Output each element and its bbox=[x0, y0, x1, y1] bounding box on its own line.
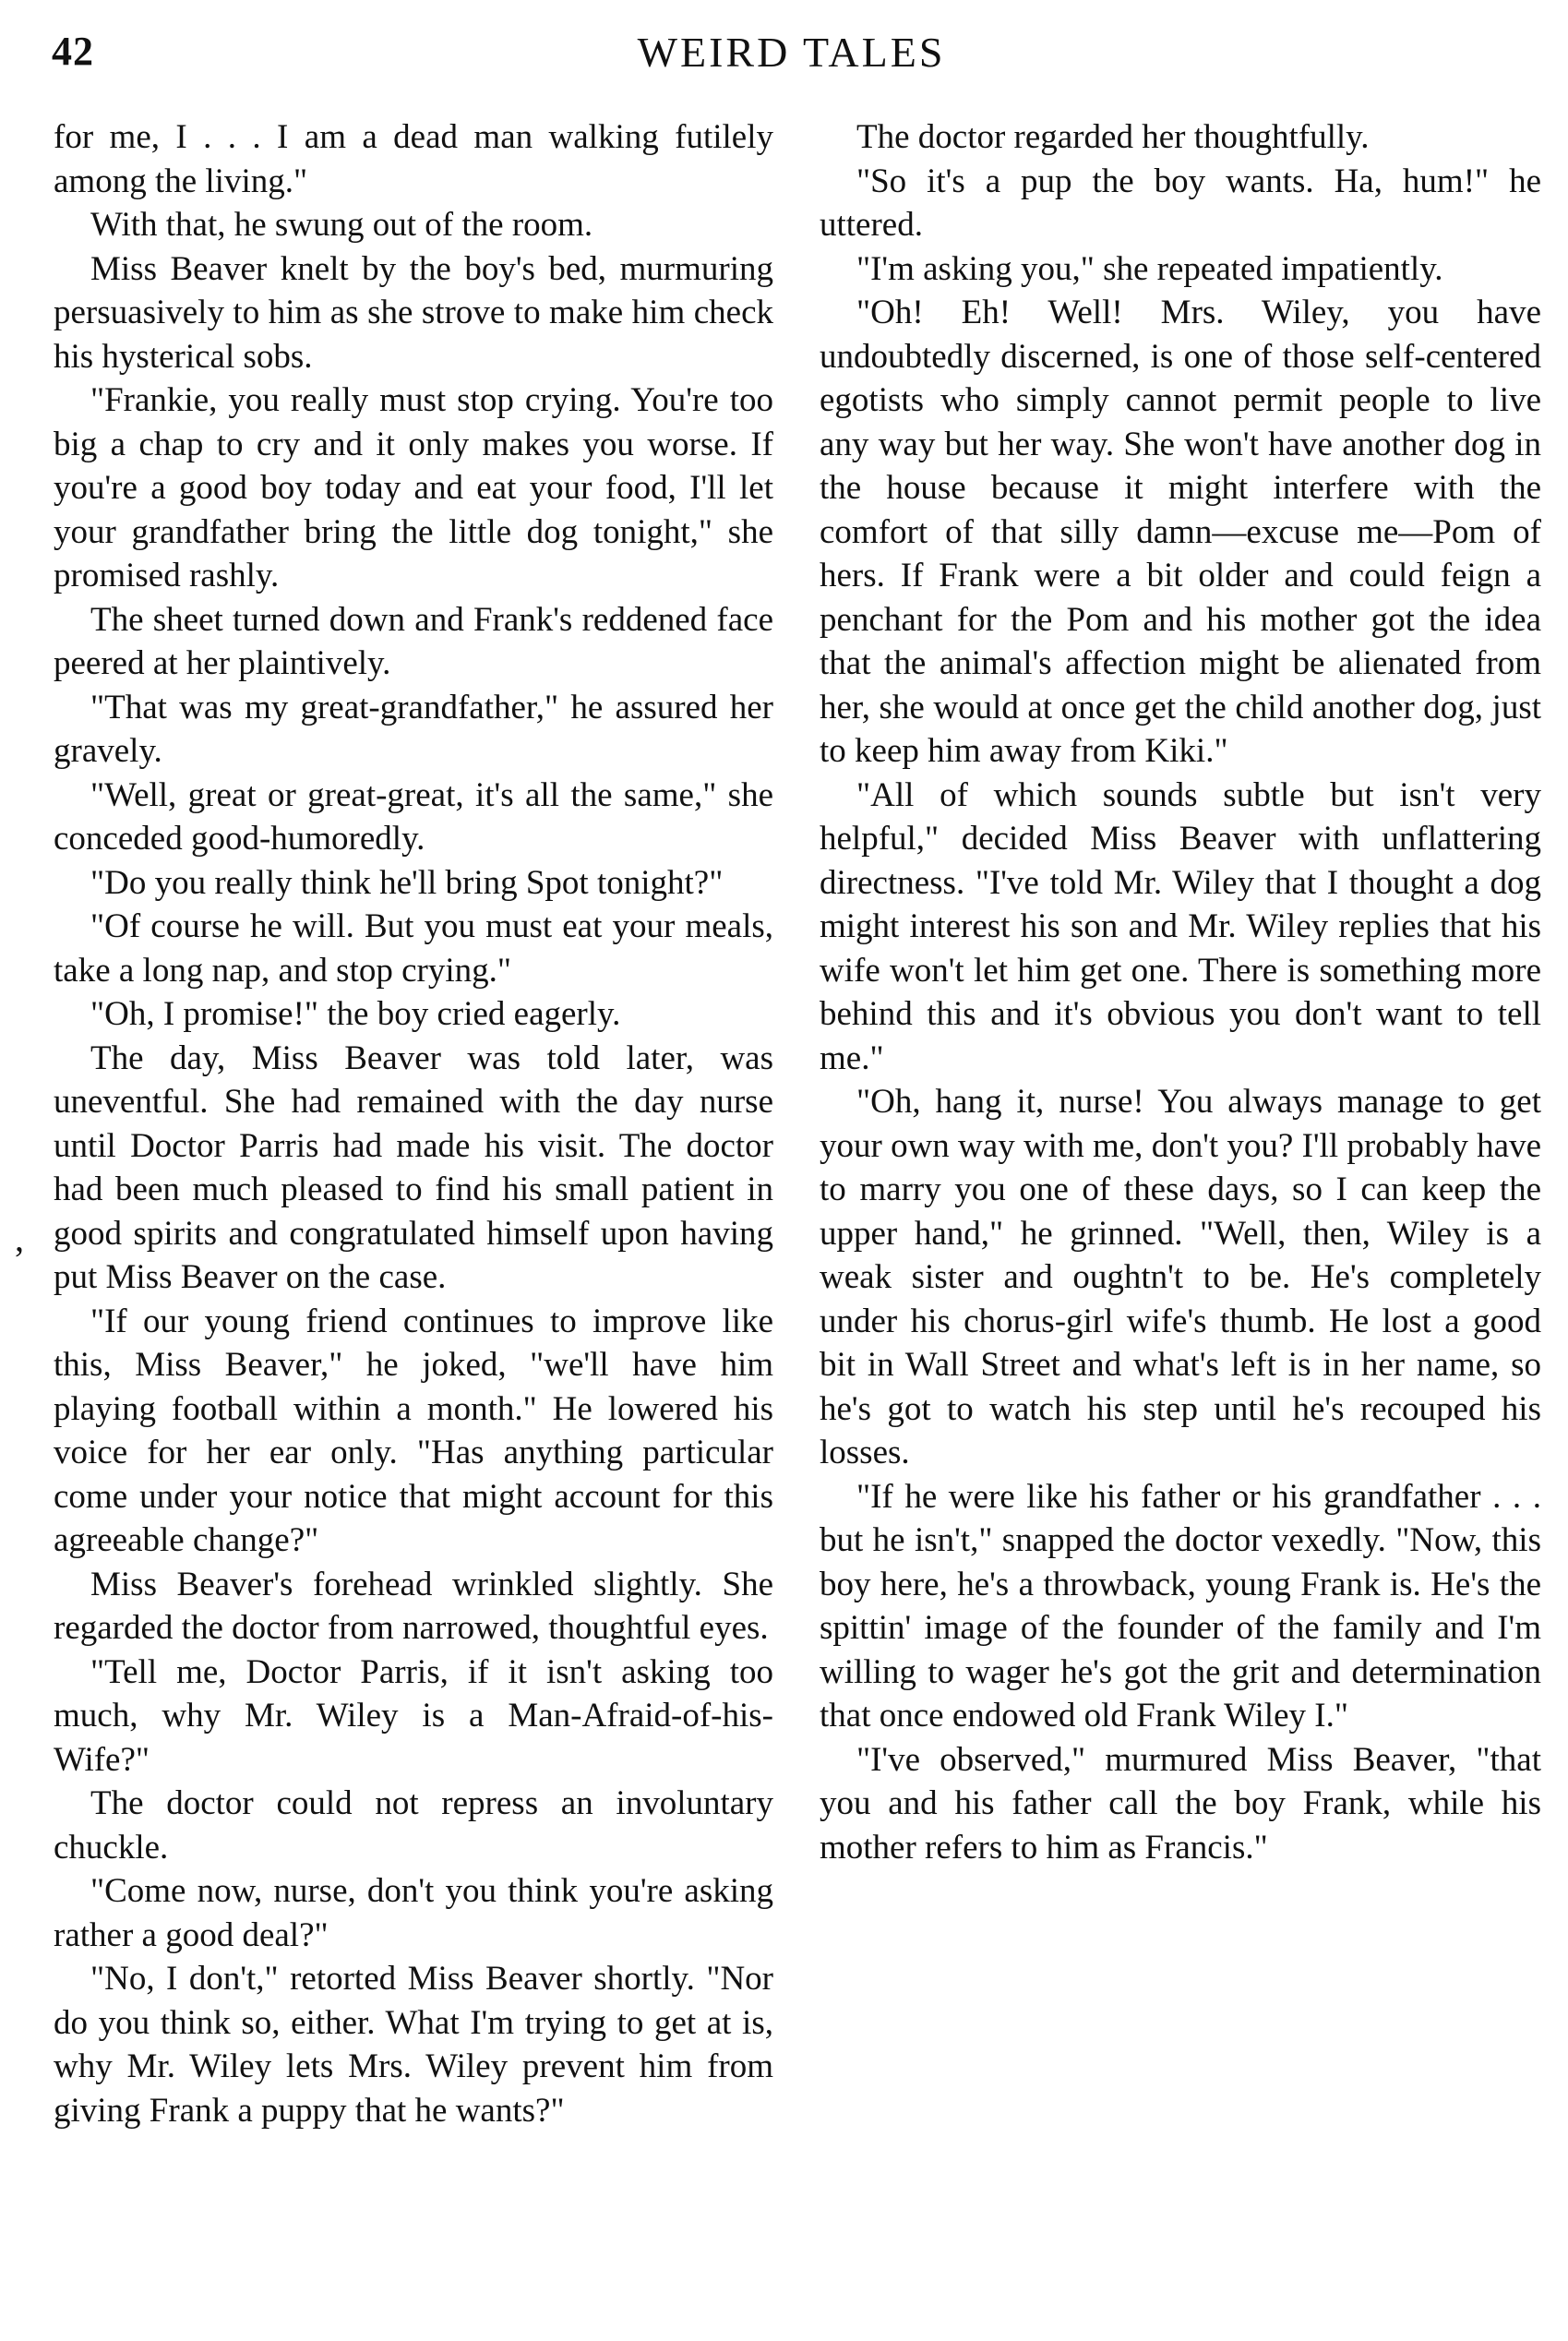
paragraph: "Tell me, Doctor Parris, if it isn't asking too much, why Mr. Wiley is a Man-Afraid-of-his-Wife?" bbox=[54, 1652, 773, 1779]
paragraph: "If our young friend continues to improve like this, Miss Beaver," he joked, "we'll have him playing football within a month." He lowered his voice for her ear only. "Has anything particular come under your notice that might account for this agreeable change?" bbox=[54, 1302, 773, 1559]
running-title: WEIRD TALES bbox=[637, 29, 946, 76]
paragraph: "No, I don't," retorted Miss Beaver shortly. "Nor do you think so, either. What I'm trying to get at is, why Mr. Wiley lets Mrs. Wiley prevent him from giving Frank a puppy that he wants?" bbox=[54, 1960, 773, 2130]
paragraph: The doctor regarded her thoughtfully. bbox=[856, 118, 1370, 156]
paragraph: "I've observed," murmured Miss Beaver, "that you and his father call the boy Frank, while his mother refers to him as Francis." bbox=[820, 1740, 1541, 1867]
paragraph: "Oh, I promise!" the boy cried eagerly. bbox=[90, 995, 621, 1033]
paragraph: "I'm asking you," she repeated impatiently. bbox=[856, 249, 1443, 288]
paragraph: "Oh, hang it, nurse! You always manage to get your own way with me, don't you? I'll probably have to marry you one of these days, so I can keep the upper hand," he grinned. "Well, then, Wiley is a weak sister and oughtn't to be. He's completely under his chorus-girl wife's thumb. He lost a good bit in Wall Street and what's left is in her name, so he's got to watch his step until he's recouped his losses. bbox=[820, 1083, 1541, 1471]
paragraph: "That was my great-grandfather," he assured her gravely. bbox=[54, 688, 773, 770]
paragraph: The day, Miss Beaver was told later, was uneventful. She had remained with the day nurse until Doctor Parris had made his visit. The doctor had been much pleased to find his small patient in good spirits and congratulated himself upon having put Miss Beaver on the case. bbox=[54, 1038, 773, 1296]
right-column bbox=[820, 115, 1541, 1869]
page-number: 42 bbox=[52, 29, 94, 74]
left-column bbox=[54, 115, 773, 2132]
paragraph: "Oh! Eh! Well! Mrs. Wiley, you have undoubtedly discerned, is one of those self-centered egotists who simply cannot permit people to live any way but her way. She won't have another dog in the house because it might interfere with the comfort of that silly damn—excuse me—Pom of hers. If Frank were a bit older and could feign a penchant for the Pom and his mother got the idea that the animal's affection might be alienated from her, she would at once get the child another dog, just to keep him away from Kiki." bbox=[820, 294, 1541, 770]
paragraph: The sheet turned down and Frank's reddened face peered at her plaintively. bbox=[54, 600, 773, 682]
paragraph: Miss Beaver's forehead wrinkled slightly. She regarded the doctor from narrowed, thoughtful eyes. bbox=[54, 1565, 773, 1647]
paragraph: The doctor could not repress an involuntary chuckle. bbox=[54, 1784, 773, 1867]
paragraph: "Come now, nurse, don't you think you're asking rather a good deal?" bbox=[54, 1872, 773, 1954]
paragraph: Miss Beaver knelt by the boy's bed, murmuring persuasively to him as she strove to make him check his hysterical sobs. bbox=[54, 249, 773, 376]
paragraph: "So it's a pup the boy wants. Ha, hum!" he uttered. bbox=[820, 162, 1541, 244]
paragraph: "Well, great or great-great, it's all the same," she conceded good-humoredly. bbox=[54, 775, 773, 858]
paragraph: for me, I . . . I am a dead man walking futilely among the living." bbox=[54, 118, 773, 200]
paragraph: "Of course he will. But you must eat your meals, take a long nap, and stop crying." bbox=[54, 907, 773, 990]
margin-mark: , bbox=[15, 1218, 24, 1259]
paragraph: "Do you really think he'll bring Spot tonight?" bbox=[90, 863, 724, 902]
page-header bbox=[52, 28, 1531, 83]
paragraph: "If he were like his father or his grandfather . . . but he isn't," snapped the doctor vexedly. "Now, this boy here, he's a throwback, young Frank is. He's the spittin' image of the founder of the family and I'm willing to wager he's got the grit and determination that once endowed old Frank Wiley I." bbox=[820, 1477, 1541, 1735]
paragraph: "Frankie, you really must stop crying. You're too big a chap to cry and it only makes you worse. If you're a good boy today and eat your food, I'll let your grandfather bring the little dog tonight," she promised rashly. bbox=[54, 381, 773, 594]
paragraph: With that, he swung out of the room. bbox=[90, 206, 593, 244]
paragraph: "All of which sounds subtle but isn't very helpful," decided Miss Beaver with unflattering directness. "I've told Mr. Wiley that I thought a dog might interest his son and Mr. Wiley replies that his wife won't let him get one. There is something more behind this and it's obvious you don't want to tell me." bbox=[820, 775, 1541, 1077]
